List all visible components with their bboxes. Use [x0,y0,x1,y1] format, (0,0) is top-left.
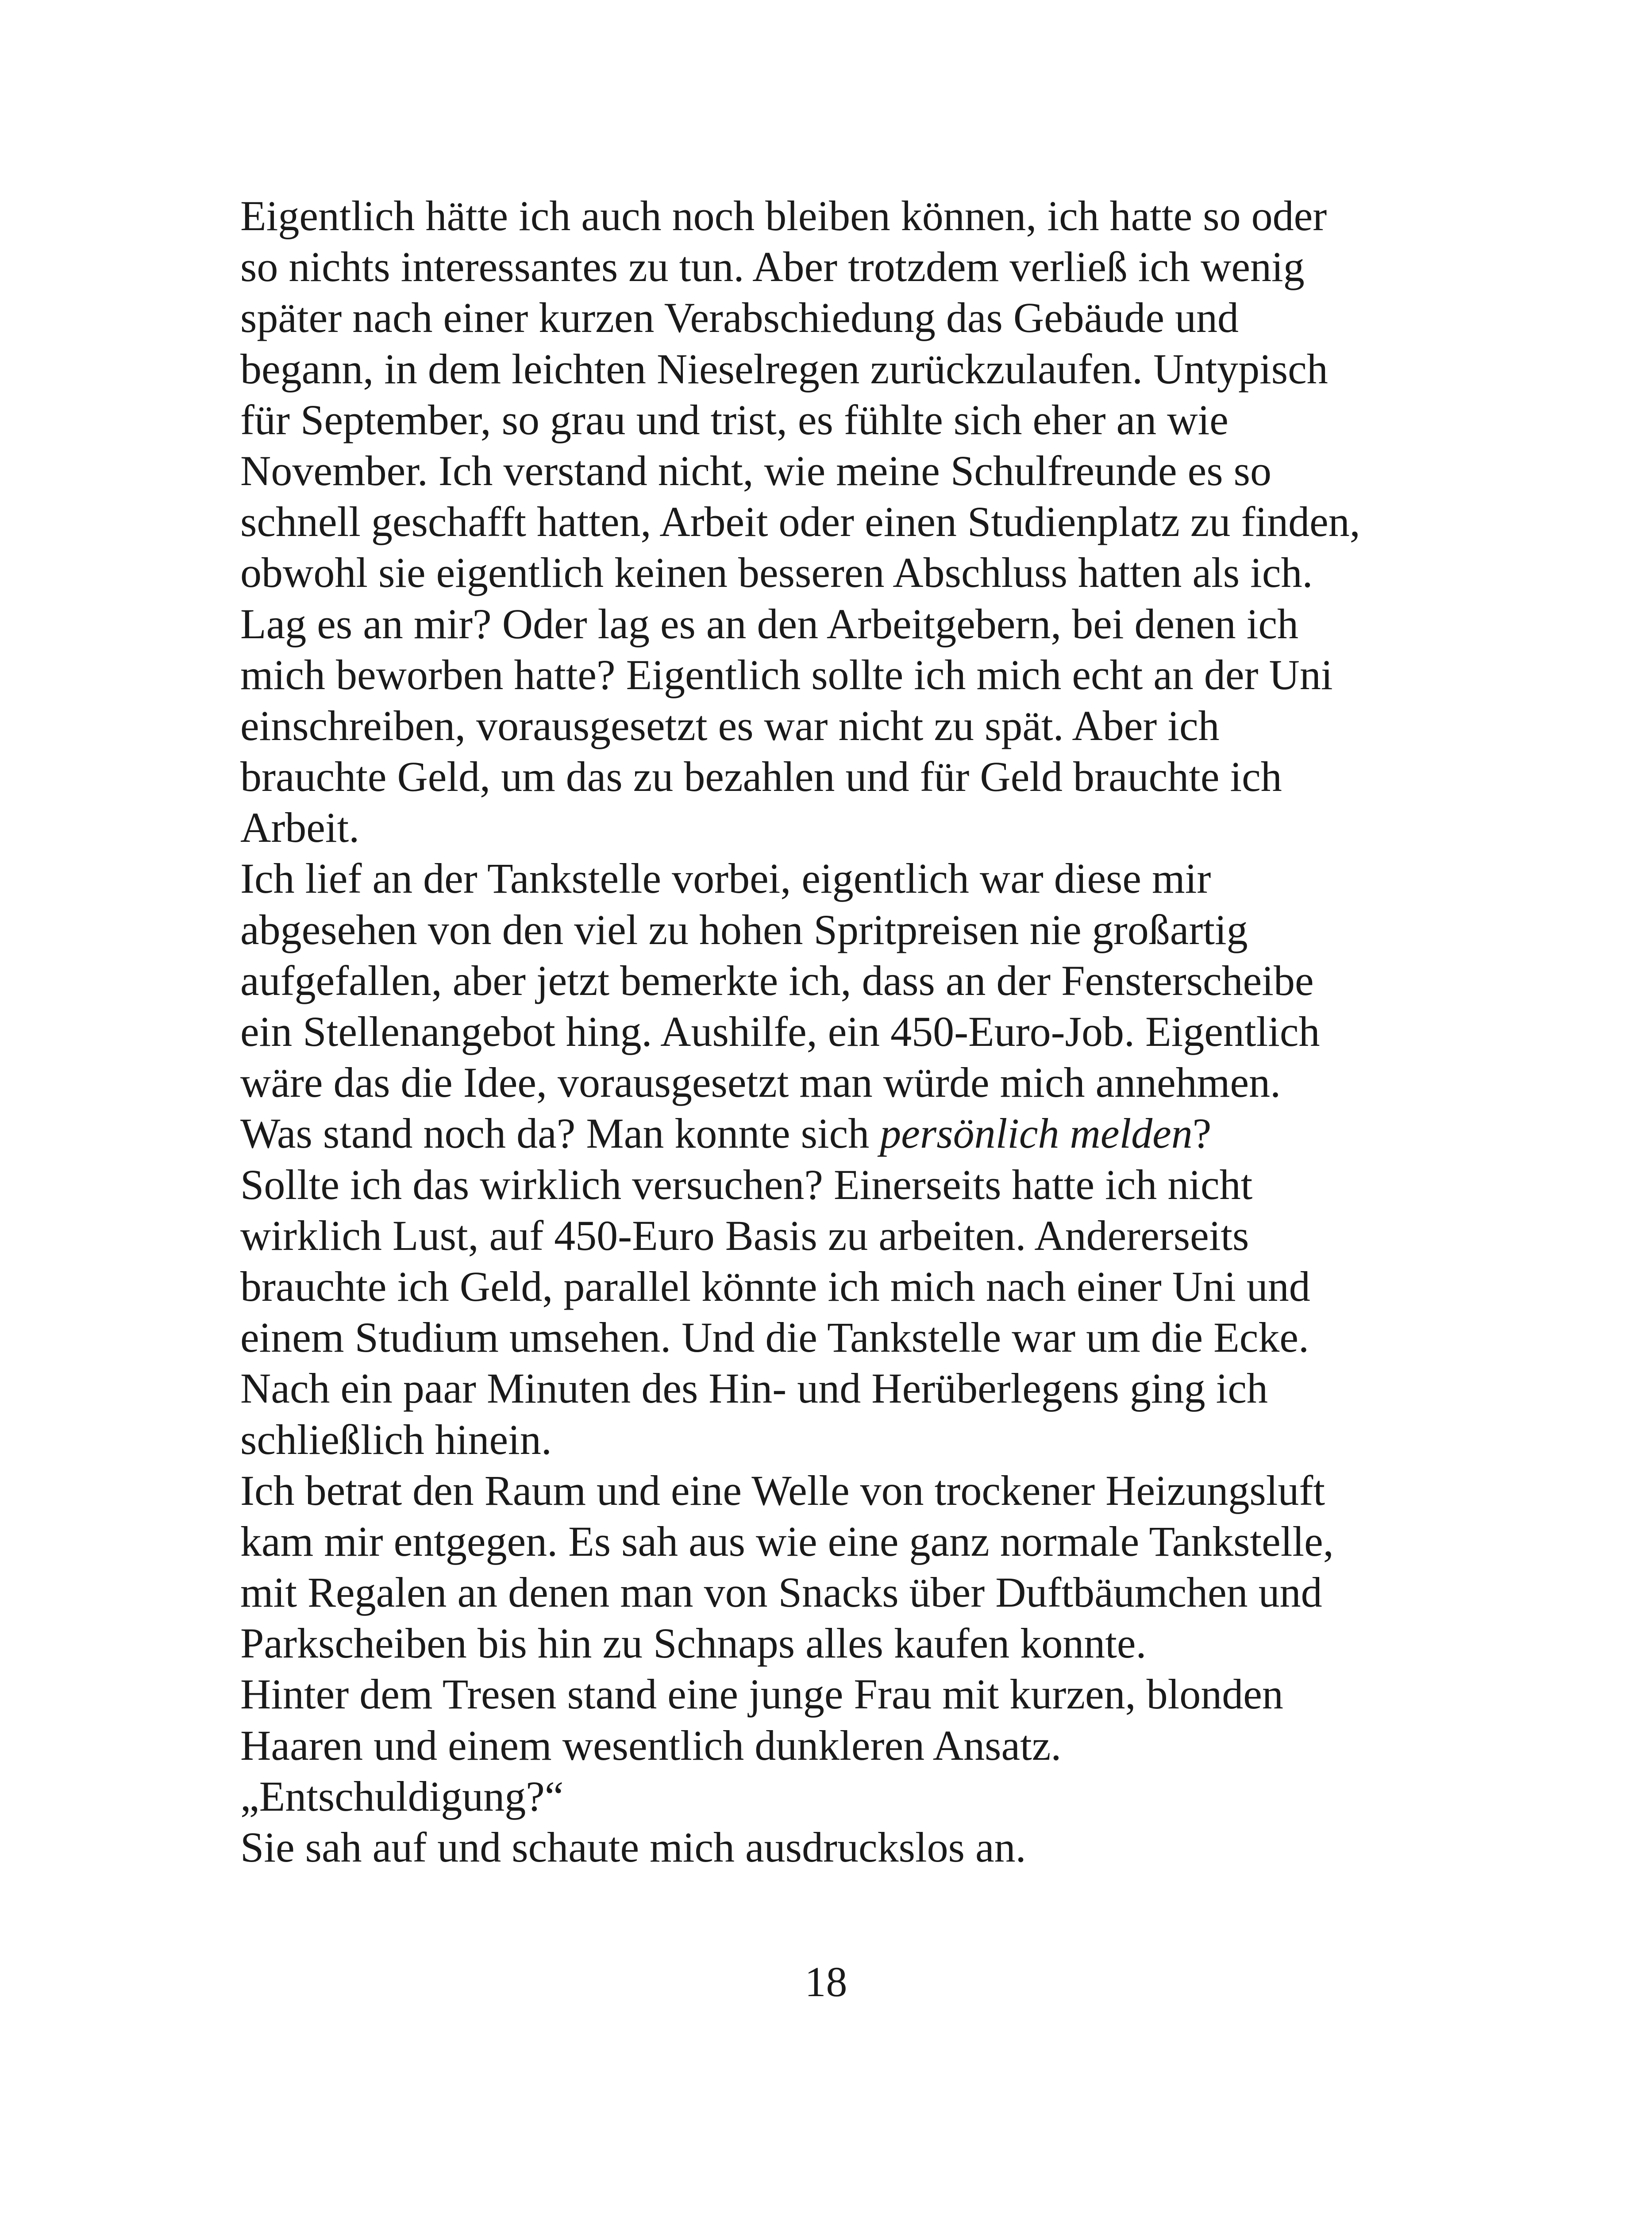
text-line: kam mir entgegen. Es sah aus wie eine ganz normale Tankstelle, [240,1517,1334,1565]
text-line: einem Studium umsehen. Und die Tankstelle war um die Ecke. [240,1314,1309,1361]
text-line: Sollte ich das wirklich versuchen? Einerseits hatte ich nicht [240,1160,1253,1208]
page-number: 18 [805,1958,847,2005]
text-line: Lag es an mir? Oder lag es an den Arbeitgebern, bei denen ich [240,600,1299,648]
text-line: Hinter dem Tresen stand eine junge Frau mit kurzen, blonden [240,1670,1283,1718]
paragraph-1 [240,190,1471,853]
text-line: November. Ich verstand nicht, wie meine Schulfreunde es so [240,447,1271,494]
text-line: später nach einer kurzen Verabschiedung das Gebäude und [240,294,1239,342]
text-line: Parkscheiben bis hin zu Schnaps alles kaufen konnte. [240,1619,1147,1667]
text-line: begann, in dem leichten Nieselregen zurückzulaufen. Untypisch [240,345,1328,393]
paragraph-2 [240,853,1471,1465]
body-text [240,190,1471,1873]
text-line: einschreiben, vorausgesetzt es war nicht zu spät. Aber ich [240,702,1220,749]
text-line: Nach ein paar Minuten des Hin- und Herüberlegens ging ich [240,1365,1268,1412]
text-line: wirklich Lust, auf 450-Euro Basis zu arbeiten. Andererseits [240,1211,1249,1259]
text-line: für September, so grau und trist, es fühlte sich eher an wie [240,396,1228,443]
text-line: Arbeit. [240,804,360,852]
paragraph-5 [240,1771,1471,1822]
text-line: Haaren und einem wesentlich dunkleren Ansatz. [240,1721,1062,1769]
text-line: Sie sah auf und schaute mich ausdruckslos an. [240,1824,1026,1871]
text-line: brauchte ich Geld, parallel könnte ich mich nach einer Uni und [240,1262,1310,1310]
dialogue-line: „Entschuldigung?“ [240,1772,564,1820]
text-line: Eigentlich hätte ich auch noch bleiben können, ich hatte so oder [240,192,1327,239]
text-line: abgesehen von den viel zu hohen Spritpreisen nie großartig [240,906,1248,953]
text-line: schließlich hinein. [240,1415,552,1463]
text-line: mich beworben hatte? Eigentlich sollte ich mich echt an der Uni [240,651,1333,698]
text-line: ein Stellenangebot hing. Aushilfe, ein 450-Euro-Job. Eigentlich [240,1008,1320,1055]
text-line: aufgefallen, aber jetzt bemerkte ich, dass an der Fensterscheibe [240,956,1314,1004]
emphasized-text: persönlich melden [880,1110,1193,1157]
text-line: obwohl sie eigentlich keinen besseren Abschluss hatten als ich. [240,549,1313,597]
paragraph-4 [240,1669,1471,1770]
text-line: mit Regalen an denen man von Snacks über Duftbäumchen und [240,1569,1322,1616]
text-line: wäre das die Idee, vorausgesetzt man würde mich annehmen. [240,1059,1281,1106]
paragraph-3 [240,1465,1471,1669]
text-line-with-emphasis [240,1108,1471,1159]
text-segment: Was stand noch da? Man konnte sich [240,1110,880,1157]
text-line: so nichts interessantes zu tun. Aber trotzdem verließ ich wenig [240,243,1305,291]
text-line: schnell geschafft hatten, Arbeit oder einen Studienplatz zu finden, [240,498,1360,546]
text-line: brauchte Geld, um das zu bezahlen und für Geld brauchte ich [240,753,1282,801]
text-line: Ich betrat den Raum und eine Welle von trockener Heizungsluft [240,1466,1325,1514]
text-line: Ich lief an der Tankstelle vorbei, eigentlich war diese mir [240,855,1211,902]
paragraph-6 [240,1822,1471,1873]
text-segment: ? [1192,1110,1212,1157]
